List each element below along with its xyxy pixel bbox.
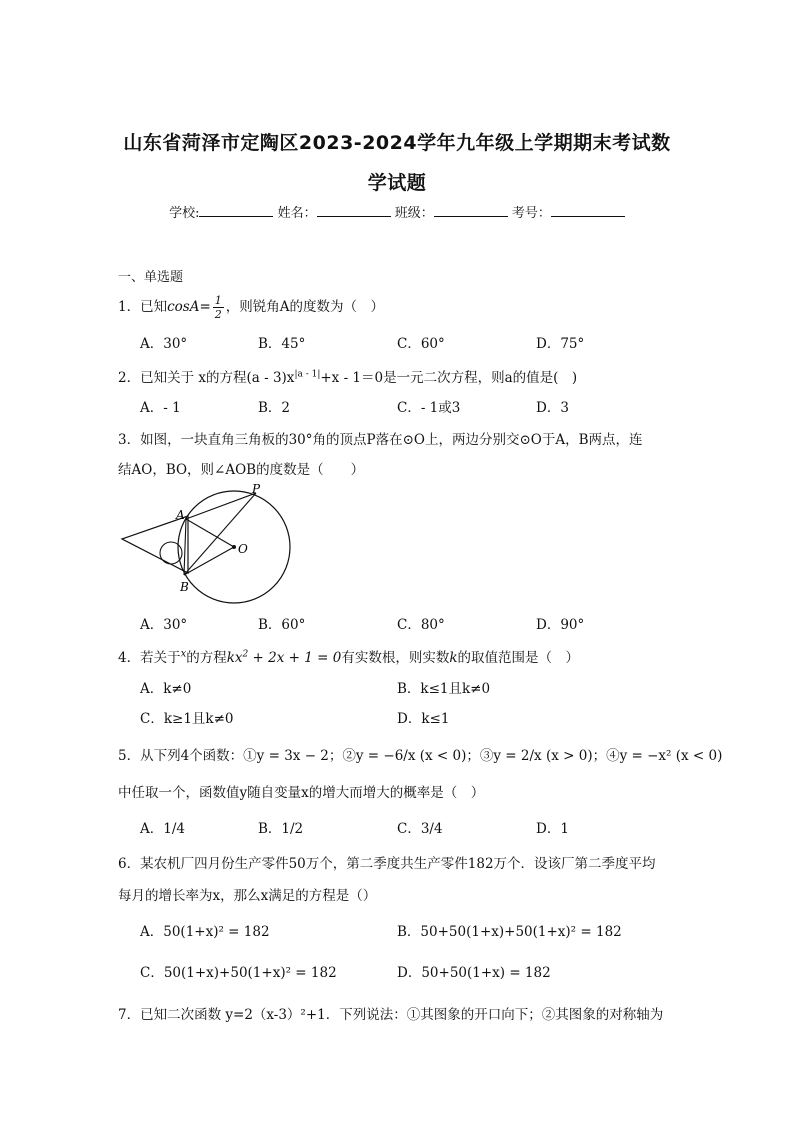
q3-option-d: D．90° [536,617,585,633]
q5-option-d: D．1 [536,821,569,837]
q4-option-a: A．k≠0 [140,681,192,697]
q2-option-d: D．3 [536,400,569,416]
q4-stem-post: 有实数根，则实数 [341,650,450,666]
question-7-stem-line1: 7．已知二次函数 y=2（x-3）²+1．下列说法：①其图象的开口向下；②其图象的对称轴为 [118,1007,664,1023]
center-o-dot [232,545,236,549]
exam-title-line2: 学试题 [367,172,427,194]
q4-stem-pre: 4．若关于 [118,650,181,666]
line-bp [184,493,256,575]
q6-option-a: A．50(1+x)² = 182 [140,924,270,940]
q6-option-b: B．50+50(1+x)+50(1+x)² = 182 [397,924,622,940]
question-3-stem-line1: 3．如图，一块直角三角板的30°角的顶点P落在⊙O上，两边分别交⊙O于A，B两点，连 [118,432,643,448]
q2-option-b: B．2 [258,400,291,416]
q4-equation: $kx^2 + 2x + 1 = 0$ [226,649,342,666]
q4-option-d: D．k≤1 [397,711,450,727]
q3-option-a: A．30° [140,617,188,633]
q4-stem-end: 的取值范围是（ ） [457,650,580,666]
q4-var-x: x [180,648,187,660]
school-blank[interactable] [199,204,273,217]
number-blank[interactable] [551,204,625,217]
line-bo [184,547,234,575]
q2-stem: 2．已知关于 x的方程(a - 3)x [118,370,295,386]
question-6-stem-line2: 每月的增长率为x，那么x满足的方程是（） [118,888,377,904]
q3-option-c: C．80° [397,617,445,633]
question-1-stem [118,294,384,321]
q4-option-b: B．k≤1且k≠0 [397,681,491,697]
circle-triangle-figure [118,483,298,608]
q1-stem-pre: 1．已知 [118,299,168,315]
q5-option-c: C．3/4 [397,821,443,837]
question-5-stem-line2: 中任取一个，函数值y随自变量x的增大而增大的概率是（ ） [118,785,485,801]
q1-option-a: A．30° [140,336,188,352]
exam-title-line1: 山东省菏泽市定陶区2023-2024学年九年级上学期期末考试数 [123,132,671,154]
q2-option-a: A．- 1 [140,400,181,416]
q1-formula: cosA= $\frac{1}{2}$ [167,294,222,321]
q1-option-b: B．45° [258,336,306,352]
q5-option-b: B．1/2 [258,821,304,837]
q2-stem-post: +x - 1＝0是一元二次方程，则a的值是( ) [320,370,578,386]
student-info-row [0,202,794,221]
q2-exponent: |a - 1| [294,369,321,380]
question-3-stem-line2: 结AO，BO，则∠AOB的度数是（ ） [118,462,365,478]
q4-option-c: C．k≥1且k≠0 [140,711,234,727]
q1-option-d: D．75° [536,336,585,352]
q3-option-b: B．60° [258,617,306,633]
number-label: 考号： [511,206,551,221]
question-2-stem [118,366,577,386]
line-ao [186,519,234,547]
label-o: O [238,542,248,556]
q4-stem-mid: 的方程 [186,650,227,666]
q5-option-a: A．1/4 [140,821,185,837]
class-label: 班级： [394,206,434,221]
q4-var-k: k [449,650,458,666]
label-a: A [176,508,185,522]
school-label: 学校: [169,206,200,221]
q1-option-c: C．60° [397,336,445,352]
name-blank[interactable] [317,204,391,217]
q6-option-c: C．50(1+x)+50(1+x)² = 182 [140,965,337,981]
line-ab [184,519,186,575]
label-b: B [180,580,189,594]
q1-stem-post: ，则锐角A的度数为（ ） [225,299,385,315]
q6-option-d: D．50+50(1+x) = 182 [397,965,551,981]
question-5-stem-line1: 5．从下列4个函数：①y = 3x − 2；②y = −6/x (x < 0)；③y = 2/x (x > 0)；④y = −x² (x < 0) [118,748,723,764]
question-6-stem-line1: 6．某农机厂四月份生产零件50万个，第二季度共生产零件182万个．设该厂第二季度平均 [118,856,656,872]
question-4-stem [118,646,579,666]
name-label: 姓名： [277,206,317,221]
section-heading: 一、单选题 [118,270,184,285]
label-p: P [252,483,261,496]
class-blank[interactable] [434,204,508,217]
q2-option-c: C．- 1或3 [397,400,461,416]
